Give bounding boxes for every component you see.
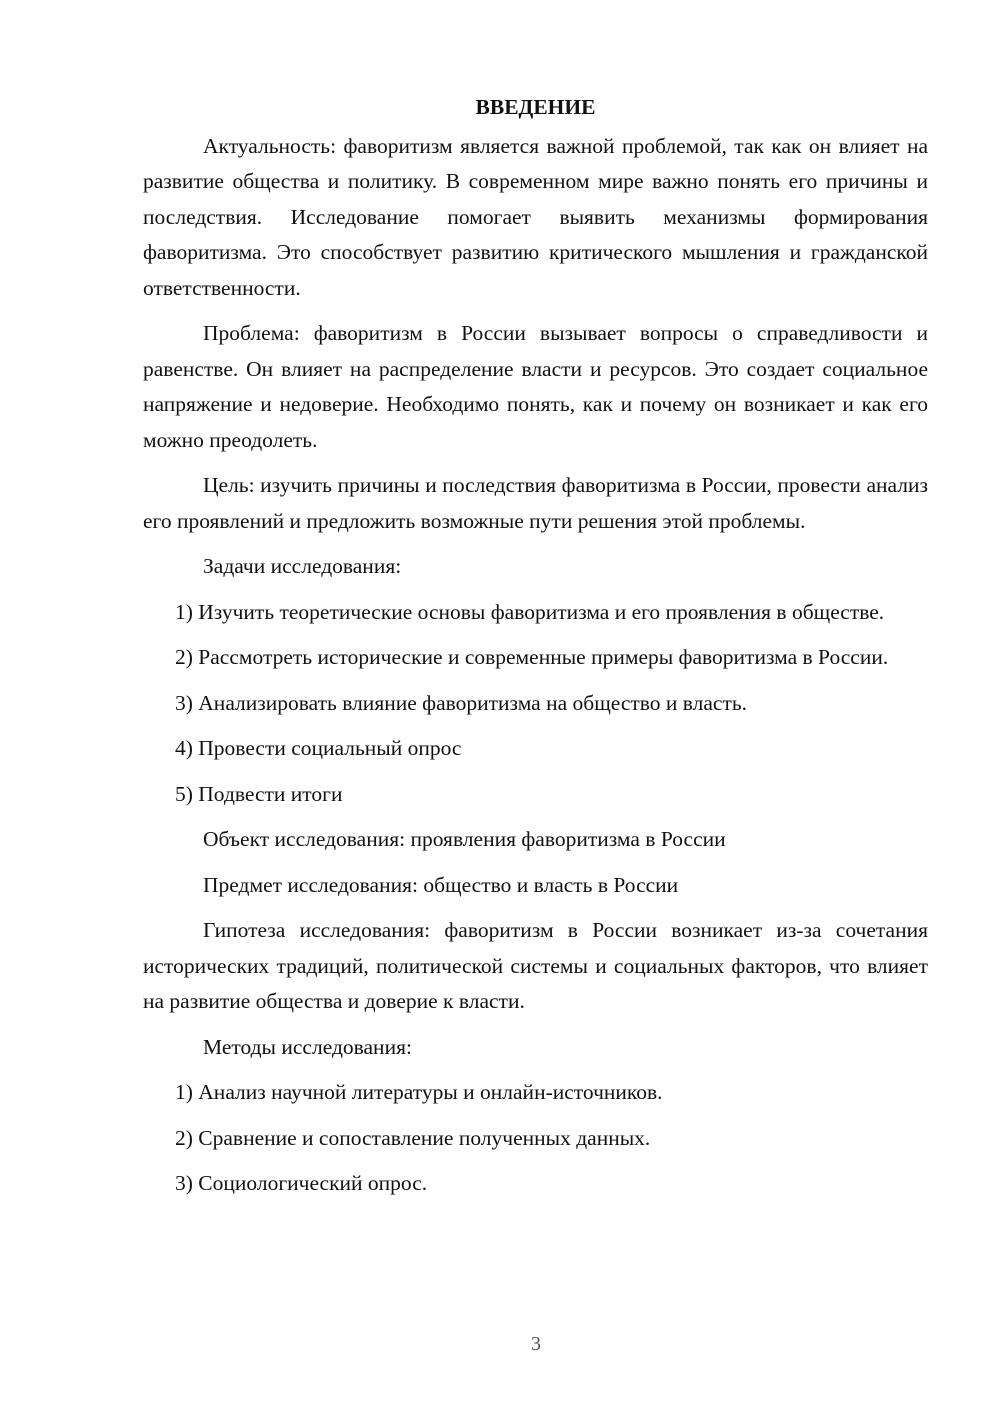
task-item-1: 1) Изучить теоретические основы фаворитизма и его проявления в обществе. bbox=[175, 599, 885, 624]
method-item-1: 1) Анализ научной литературы и онлайн-источников. bbox=[175, 1080, 663, 1104]
method-item-2: 2) Сравнение и сопоставление полученных данных. bbox=[175, 1125, 651, 1150]
task-item-2: 2) Рассмотреть исторические и современные примеры фаворитизма в России. bbox=[175, 645, 889, 669]
section-heading: ВВЕДЕНИЕ bbox=[475, 95, 596, 119]
task-item-4: 4) Провести социальный опрос bbox=[175, 736, 462, 760]
paragraph-subject: Предмет исследования: общество и власть в России bbox=[203, 872, 679, 897]
methods-label: Методы исследования: bbox=[203, 1034, 412, 1059]
method-item-3: 3) Социологический опрос. bbox=[175, 1171, 428, 1195]
page-number: 3 bbox=[531, 1333, 541, 1355]
paragraph-problem: Проблема: фаворитизм в России вызывает вопросы о справедливости и равенстве. Он влияет на распределение власти и ресурсов. Это создает социальное напряжение и недоверие. Необходимо понять, как и почему он возникает и как его можно преодолеть. bbox=[143, 321, 928, 452]
paragraph-goal: Цель: изучить причины и последствия фаворитизма в России, провести анализ его проявлений и предложить возможные пути решения этой проблемы. bbox=[143, 473, 928, 533]
task-item-3: 3) Анализировать влияние фаворитизма на общество и власть. bbox=[175, 690, 748, 715]
paragraph-object: Объект исследования: проявления фаворитизма в России bbox=[203, 827, 726, 851]
tasks-label: Задачи исследования: bbox=[203, 554, 402, 578]
task-item-5: 5) Подвести итоги bbox=[175, 781, 343, 806]
paragraph-hypothesis: Гипотеза исследования: фаворитизм в России возникает из-за сочетания исторических традиций, политической системы и социальных факторов, что влияет на развитие общества и доверие к власти. bbox=[143, 918, 928, 1013]
page-content bbox=[143, 90, 928, 1202]
paragraph-relevance: Актуальность: фаворитизм является важной проблемой, так как он влияет на развитие общества и политику. В современном мире важно понять его причины и последствия. Исследование помогает выявить механизмы формирования фаворитизма. Это способствует развитию критического мышления и гражданской ответственности. bbox=[143, 133, 928, 300]
